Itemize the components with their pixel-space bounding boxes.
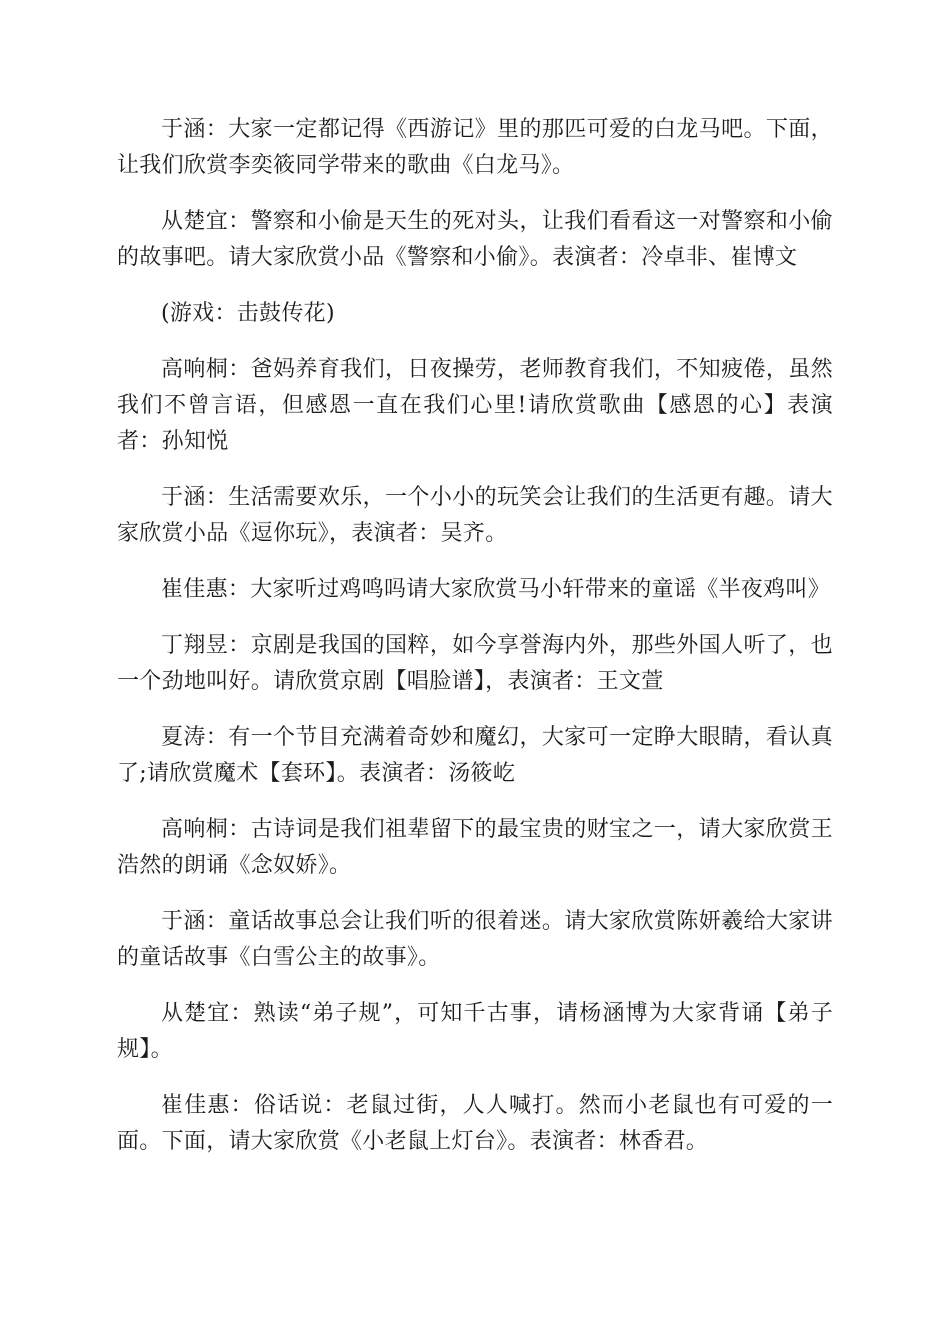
paragraph-6: 崔佳惠：大家听过鸡鸣吗请大家欣赏马小轩带来的童谣《半夜鸡叫》 [161,577,831,602]
paragraph-12: 崔佳惠：俗话说：老鼠过街，人人喊打。然而小老鼠也有可爱的一面。下面，请大家欣赏《小老鼠上灯台》。表演者：林香君。 [117,1093,833,1154]
paragraph-9: 高响桐：古诗词是我们祖辈留下的最宝贵的财宝之一，请大家欣赏王浩然的朗诵《念奴娇》。 [117,817,833,878]
paragraph-10: 于涵：童话故事总会让我们听的很着迷。请大家欣赏陈妍羲给大家讲的童话故事《白雪公主的故事》。 [117,909,833,970]
paragraph-4: 高响桐：爸妈养育我们，日夜操劳，老师教育我们，不知疲倦，虽然我们不曾言语，但感恩一直在我们心里!请欣赏歌曲【感恩的心】表演者：孙知悦 [117,357,833,454]
paragraph-3: (游戏：击鼓传花) [161,301,335,326]
paragraph-1: 于涵：大家一定都记得《西游记》里的那匹可爱的白龙马吧。下面，让我们欣赏李奕筱同学带来的歌曲《白龙马》。 [117,117,833,178]
paragraph-11: 从楚宜：熟读“弟子规”，可知千古事，请杨涵博为大家背诵【弟子规】。 [117,1001,833,1062]
paragraph-7: 丁翔昱：京剧是我国的国粹，如今享誉海内外，那些外国人听了，也一个劲地叫好。请欣赏京剧【唱脸谱】，表演者：王文萱 [117,633,833,694]
document-body [117,112,833,1180]
paragraph-8: 夏涛：有一个节目充满着奇妙和魔幻，大家可一定睁大眼睛，看认真了;请欣赏魔术【套环】。表演者：汤筱屹 [117,725,833,786]
paragraph-2: 从楚宜：警察和小偷是天生的死对头，让我们看看这一对警察和小偷的故事吧。请大家欣赏小品《警察和小偷》。表演者：冷卓非、崔博文 [117,209,833,270]
paragraph-5: 于涵：生活需要欢乐，一个小小的玩笑会让我们的生活更有趣。请大家欣赏小品《逗你玩》，表演者：吴齐。 [117,485,833,546]
